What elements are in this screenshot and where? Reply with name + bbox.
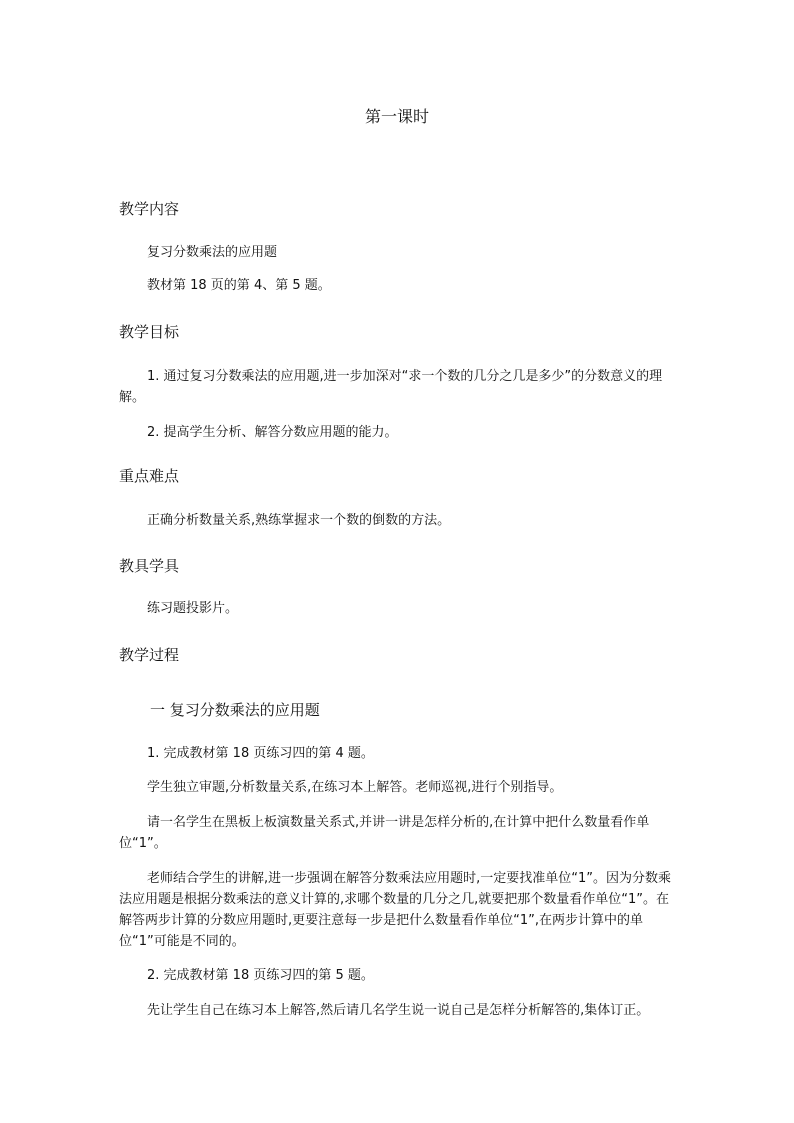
paragraph: 先让学生自己在练习本上解答,然后请几名学生说一说自己是怎样分析解答的,集体订正。 (147, 1003, 650, 1018)
paragraph: 1. 通过复习分数乘法的应用题,进一步加深对“求一个数的几分之几是多少”的分数意义的理解。 (119, 369, 663, 405)
paragraph: 请一名学生在黑板上板演数量关系式,并讲一讲是怎样分析的,在计算中把什么数量看作单位“1”。 (119, 815, 650, 851)
page-title: 第一课时 (364, 107, 429, 126)
paragraph: 1. 完成教材第 18 页练习四的第 4 题。 (147, 746, 374, 761)
paragraph: 正确分析数量关系,熟练掌握求一个数的倒数的方法。 (147, 513, 451, 528)
heading-key-points: 重点难点 (119, 467, 180, 485)
paragraph: 复习分数乘法的应用题 (147, 245, 278, 260)
paragraph: 老师结合学生的讲解,进一步强调在解答分数乘法应用题时,一定要找准单位“1”。因为分数乘法应用题是根据分数乘法的意义计算的,求哪个数量的几分之几,就要把那个数量看作单位“1”。在解答两步计算的分数应用题时,更要注意每一步是把什么数量看作单位“1”,在两步计算中的单位“1”可能是不同的。 (119, 871, 672, 949)
heading-teaching-tools: 教具学具 (119, 557, 180, 575)
paragraph: 学生独立审题,分析数量关系,在练习本上解答。老师巡视,进行个别指导。 (147, 780, 563, 795)
paragraph: 2. 完成教材第 18 页练习四的第 5 题。 (147, 968, 374, 983)
heading-teaching-process: 教学过程 (119, 646, 180, 664)
paragraph: 2. 提高学生分析、解答分数应用题的能力。 (147, 425, 398, 440)
subheading-review: 一 复习分数乘法的应用题 (150, 701, 320, 719)
heading-teaching-goals: 教学目标 (119, 323, 180, 341)
heading-teaching-content: 教学内容 (119, 200, 180, 218)
paragraph: 教材第 18 页的第 4、第 5 题。 (147, 278, 331, 293)
paragraph: 练习题投影片。 (147, 601, 239, 616)
